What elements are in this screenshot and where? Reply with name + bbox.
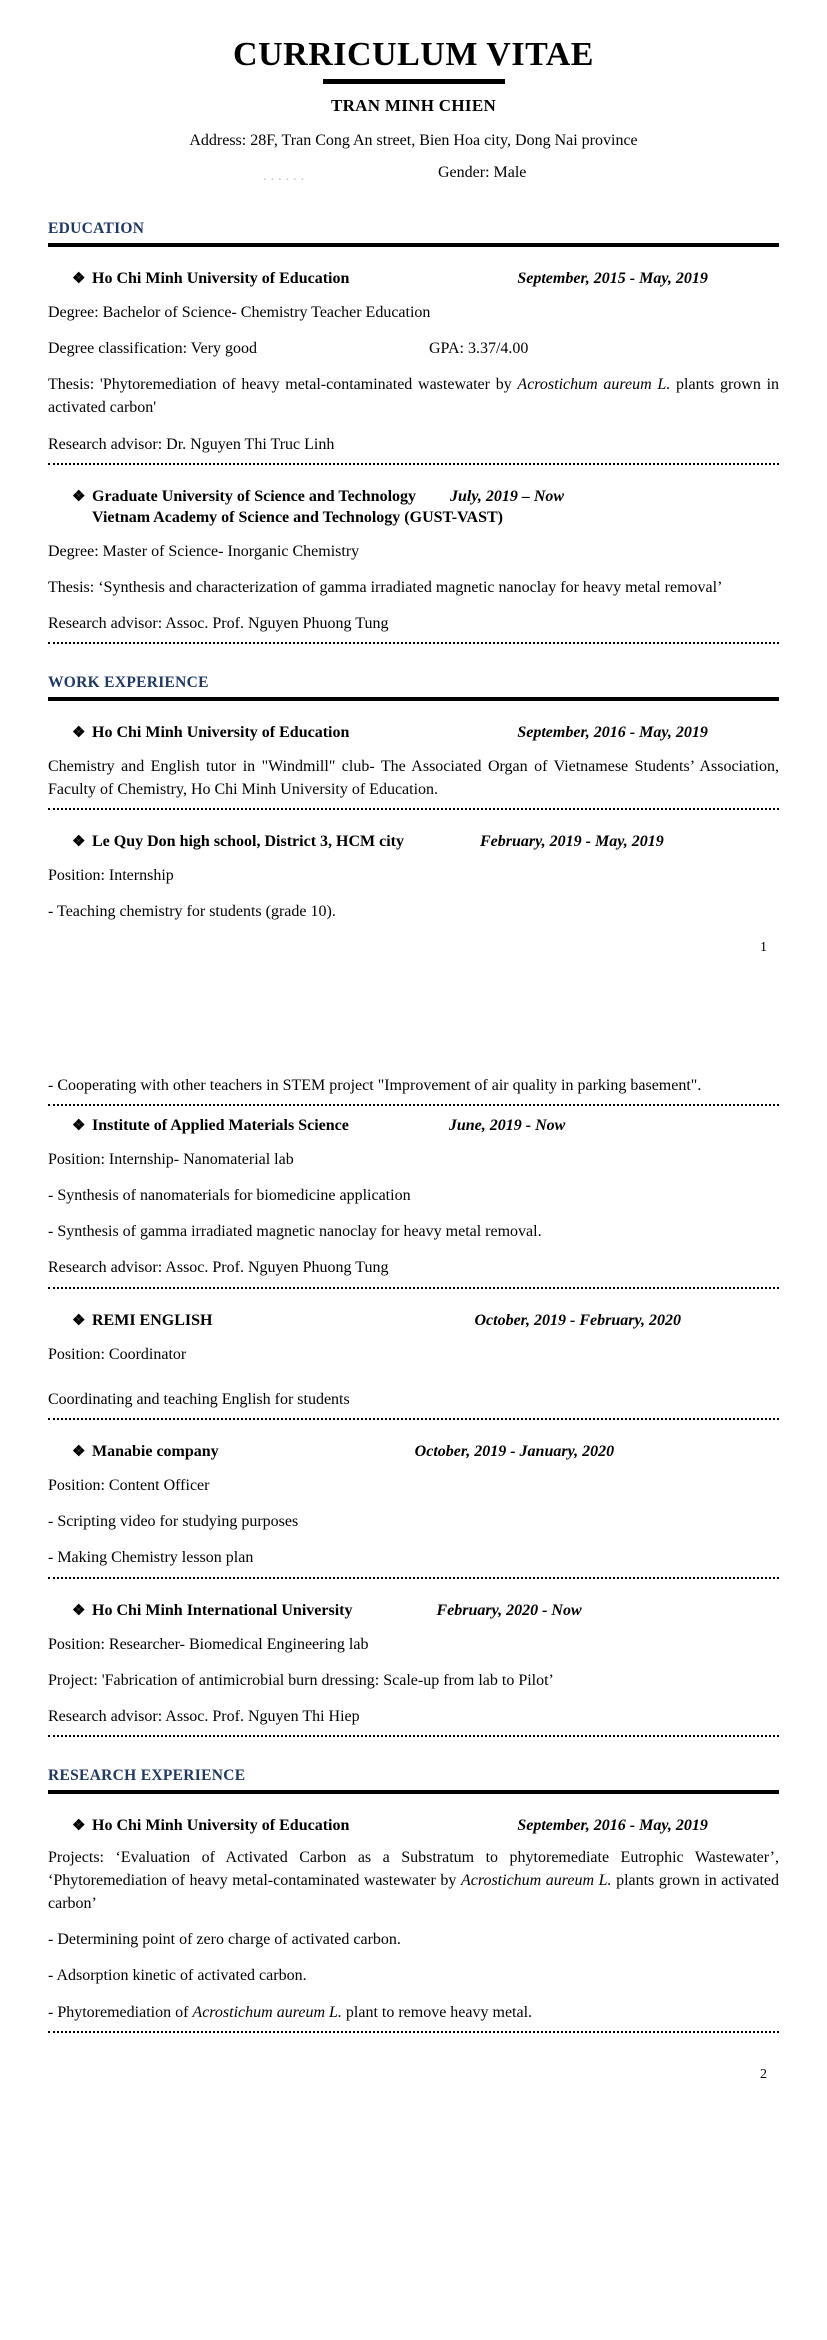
entry-organization: Ho Chi Minh International University (92, 1601, 353, 1619)
section-research-experience (48, 1767, 779, 2033)
entry-header (48, 1442, 779, 1461)
entry-date: February, 2019 - May, 2019 (480, 833, 664, 851)
entry-date: June, 2019 - Now (448, 1116, 566, 1134)
entry-degree: Degree: Master of Science- Inorganic Chemistry (48, 542, 360, 560)
entry-detail-continued: - Cooperating with other teachers in STEM project "Improvement of air quality in parking basement". (48, 1076, 702, 1094)
research-entry (48, 1816, 779, 2033)
entry-date: October, 2019 - January, 2020 (414, 1442, 615, 1460)
page-title: CURRICULUM VITAE (233, 36, 594, 73)
last-bullet-species-name: Acrostichum aureum L. (192, 2003, 342, 2021)
thesis-text-end: plants grown in activated carbon' (48, 376, 780, 417)
diamond-bullet-icon: ❖ (72, 1443, 86, 1460)
entry-detail: - Synthesis of nanomaterials for biomedicine application (48, 1187, 411, 1205)
entry-thesis (48, 373, 779, 419)
entry-detail: Position: Content Officer (48, 1476, 210, 1494)
redacted-contact-text: . . . . . . (263, 168, 305, 183)
entry-classification-row (48, 337, 779, 360)
entry-organization: Ho Chi Minh University of Education (92, 723, 350, 741)
entry-separator (48, 1104, 779, 1106)
entry-separator (48, 463, 779, 465)
person-name: TRAN MINH CHIEN (330, 96, 497, 116)
section-heading-education: EDUCATION (48, 220, 145, 238)
cv-document (0, 36, 827, 2099)
entry-degree: Degree: Bachelor of Science- Chemistry Teacher Education (48, 303, 431, 321)
education-entry (48, 269, 779, 465)
diamond-bullet-icon: ❖ (72, 1817, 86, 1834)
entry-header (48, 1816, 779, 1835)
section-rule (48, 243, 779, 247)
entry-header (48, 1601, 779, 1620)
section-education (48, 220, 779, 644)
entry-detail: - Scripting video for studying purposes (48, 1513, 299, 1531)
entry-organization-line2: Vietnam Academy of Science and Technology (GUST-VAST) (92, 508, 503, 526)
entry-detail: - Making Chemistry lesson plan (48, 1549, 254, 1567)
title-underline (323, 79, 505, 84)
entry-advisor: Research advisor: Assoc. Prof. Nguyen Thi Hiep (48, 1707, 360, 1725)
section-rule (48, 697, 779, 701)
section-heading-work-experience: WORK EXPERIENCE (48, 674, 209, 692)
entry-advisor: Research advisor: Dr. Nguyen Thi Truc Linh (48, 435, 335, 453)
thesis-species-name: Acrostichum aureum L. (517, 376, 671, 394)
entry-detail: - Determining point of zero charge of activated carbon. (48, 1931, 401, 1949)
work-entry (48, 723, 779, 810)
entry-detail: Position: Internship- Nanomaterial lab (48, 1150, 294, 1168)
document-header (48, 36, 779, 190)
diamond-bullet-icon: ❖ (72, 1602, 86, 1619)
entry-detail: - Teaching chemistry for students (grade 10). (48, 903, 336, 921)
entry-date: October, 2019 - February, 2020 (474, 1311, 681, 1329)
entry-date: September, 2015 - May, 2019 (517, 269, 708, 287)
last-bullet-text-end: plant to remove heavy metal. (341, 2003, 533, 2021)
entry-detail: Position: Researcher- Biomedical Engineering lab (48, 1635, 369, 1653)
diamond-bullet-icon: ❖ (72, 1312, 86, 1329)
entry-separator (48, 1577, 779, 1579)
entry-organization: Ho Chi Minh University of Education (92, 269, 350, 287)
entry-projects (48, 1846, 779, 1916)
entry-header (48, 723, 779, 742)
entry-date: February, 2020 - Now (436, 1601, 582, 1619)
entry-separator (48, 808, 779, 810)
gender-line: Gender: Male (438, 164, 527, 182)
entry-advisor: Research advisor: Assoc. Prof. Nguyen Phuong Tung (48, 615, 389, 633)
page-number: 2 (760, 2066, 767, 2082)
entry-organization: Manabie company (92, 1442, 219, 1460)
address-line: Address: 28F, Tran Cong An street, Bien Hoa city, Dong Nai province (189, 132, 638, 150)
entry-organization: REMI ENGLISH (92, 1311, 213, 1329)
entry-organization: Le Quy Don high school, District 3, HCM city (92, 833, 404, 851)
entry-header (48, 1116, 779, 1135)
entry-detail: Coordinating and teaching English for students (48, 1390, 350, 1408)
entry-organization: Institute of Applied Materials Science (92, 1116, 349, 1134)
projects-text-end: plants grown in activated carbon’ (48, 1871, 780, 1912)
section-heading-research-experience: RESEARCH EXPERIENCE (48, 1767, 246, 1785)
entry-detail: - Synthesis of gamma irradiated magnetic nanoclay for heavy metal removal. (48, 1223, 542, 1241)
entry-header (48, 487, 779, 506)
entry-detail: Position: Internship (48, 867, 174, 885)
last-bullet-text-start: - Phytoremediation of (48, 2003, 193, 2021)
work-entry (48, 1311, 779, 1420)
entry-separator (48, 642, 779, 644)
entry-detail: Project: 'Fabrication of antimicrobial burn dressing: Scale-up from lab to Pilot’ (48, 1671, 554, 1689)
work-entry (48, 1601, 779, 1738)
entry-thesis: Thesis: ‘Synthesis and characterization of gamma irradiated magnetic nanoclay for heavy metal removal’ (48, 579, 723, 597)
projects-text-start: Projects: ‘Evaluation of Activated Carbon as a Substratum to phytoremediate Eutrophic Wastewater’, ‘Phytoremediation of heavy metal-contaminated wastewater by (48, 1848, 779, 1889)
entry-detail: Position: Coordinator (48, 1345, 187, 1363)
entry-header (48, 832, 779, 851)
entry-separator (48, 1735, 779, 1737)
entry-detail: - Adsorption kinetic of activated carbon. (48, 1967, 307, 1985)
entry-header (48, 269, 779, 288)
diamond-bullet-icon: ❖ (72, 270, 86, 287)
entry-header (48, 1311, 779, 1330)
contact-row (48, 162, 779, 190)
entry-advisor: Research advisor: Assoc. Prof. Nguyen Phuong Tung (48, 1259, 389, 1277)
work-entry (48, 1442, 779, 1579)
education-entry (48, 487, 779, 645)
entry-date: September, 2016 - May, 2019 (517, 1816, 708, 1834)
entry-gpa: GPA: 3.37/4.00 (428, 340, 529, 358)
entry-organization: Graduate University of Science and Technology (92, 487, 417, 505)
entry-date: July, 2019 – Now (450, 487, 565, 505)
work-entry (48, 1116, 779, 1289)
entry-detail-last (48, 2001, 779, 2024)
thesis-text-start: Thesis: 'Phytoremediation of heavy metal-contaminated wastewater by (48, 376, 518, 394)
entry-classification: Degree classification: Very good (48, 340, 257, 358)
page-number: 1 (760, 939, 767, 955)
entry-detail: Chemistry and English tutor in "Windmill" club- The Associated Organ of Vietnamese Students’ Association, Faculty of Chemistry, Ho Chi Minh University of Education. (48, 757, 779, 799)
entry-separator (48, 1287, 779, 1289)
projects-species-name: Acrostichum aureum L. (460, 1871, 612, 1889)
section-rule (48, 1790, 779, 1794)
section-work-experience (48, 674, 779, 1737)
diamond-bullet-icon: ❖ (72, 488, 86, 505)
diamond-bullet-icon: ❖ (72, 1117, 86, 1134)
diamond-bullet-icon: ❖ (72, 834, 86, 851)
entry-separator (48, 1418, 779, 1420)
entry-date: September, 2016 - May, 2019 (517, 723, 708, 741)
work-entry (48, 832, 779, 1106)
entry-organization: Ho Chi Minh University of Education (92, 1816, 350, 1834)
diamond-bullet-icon: ❖ (72, 724, 86, 741)
